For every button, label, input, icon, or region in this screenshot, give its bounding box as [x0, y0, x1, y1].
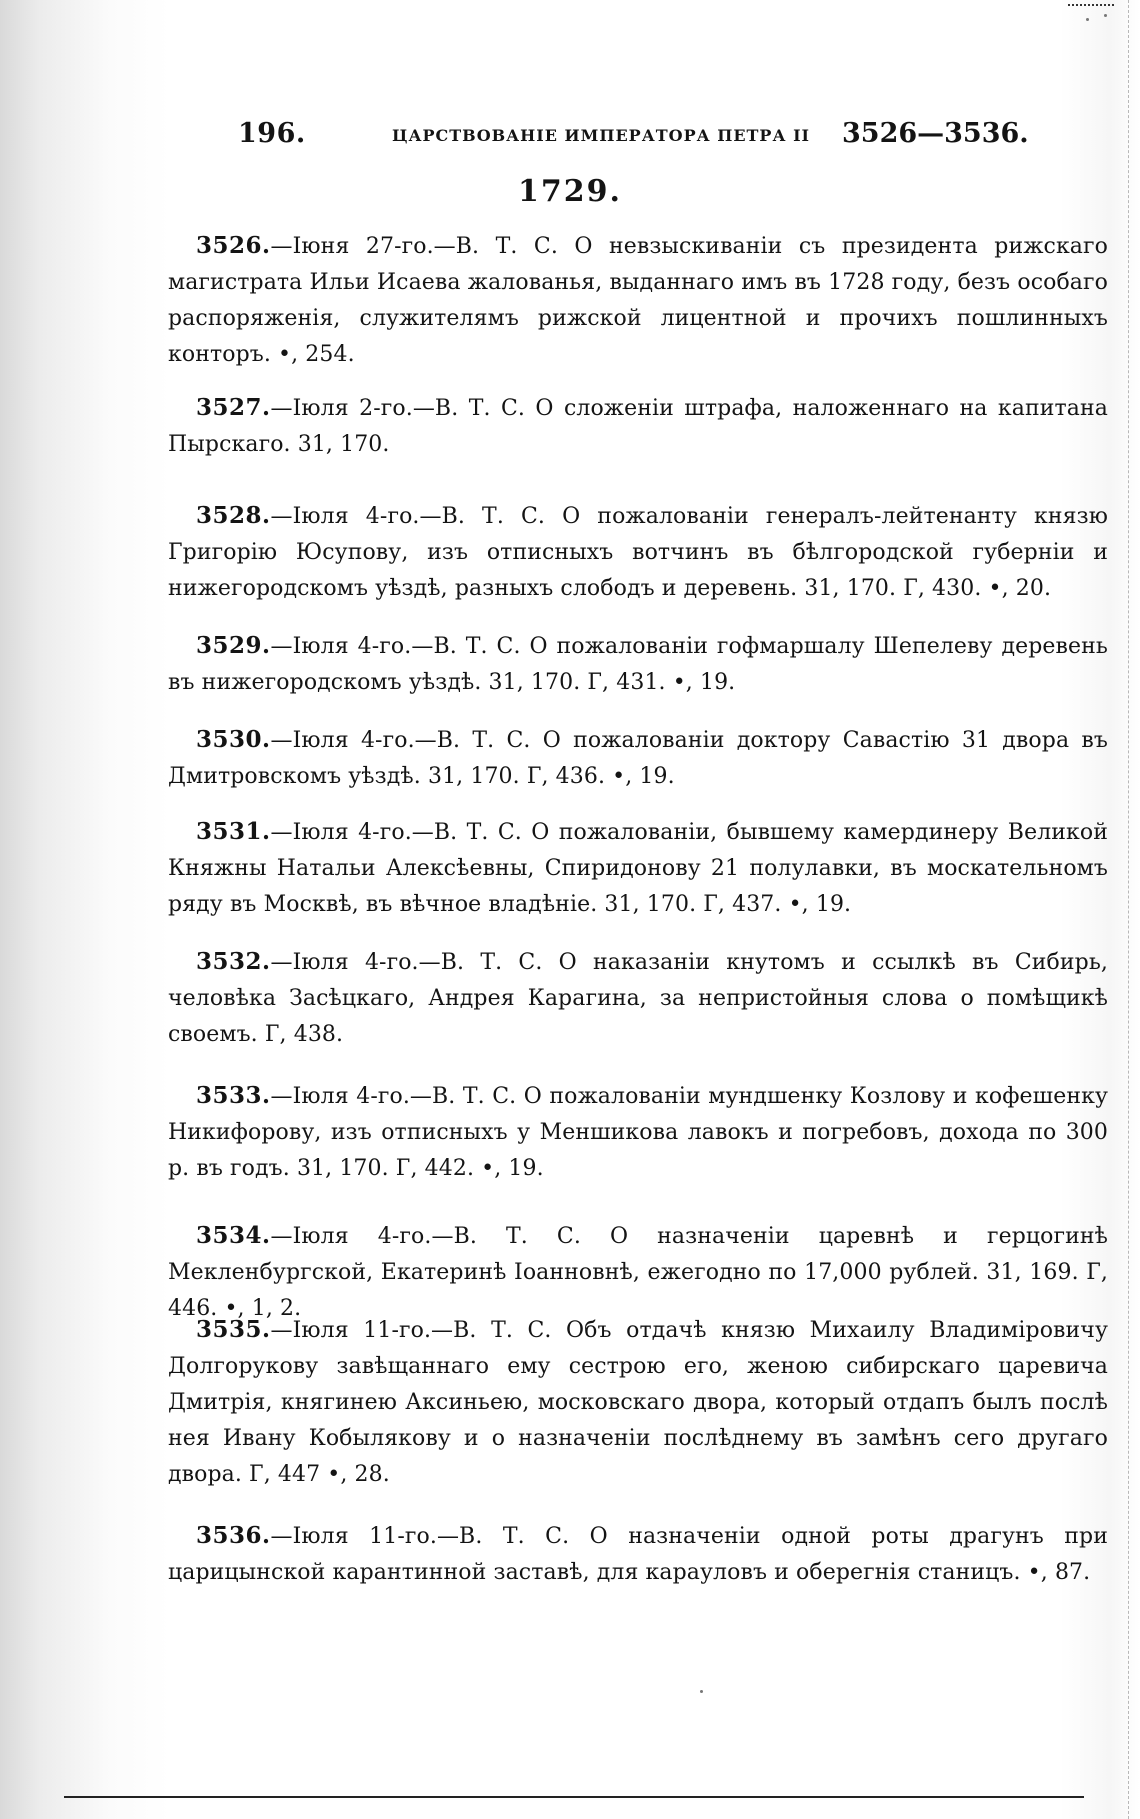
entry-3531	[168, 814, 1108, 923]
entry-3533	[168, 1078, 1108, 1187]
scan-speck	[1086, 18, 1089, 21]
bottom-scan-rule	[64, 1796, 1084, 1798]
entry-range: 3526—3536.	[842, 118, 1029, 149]
entry-number: 3533.	[196, 1082, 271, 1109]
entry-number: 3531.	[196, 818, 271, 845]
entry-number: 3528.	[196, 502, 271, 529]
entry-number: 3529.	[196, 632, 271, 659]
entry-number: 3527.	[196, 394, 271, 421]
entry-text: —Іюля 4-го.—В. Т. С. О пожалованіи доктору Савастію 31 двора въ Дмитровскомъ уѣздѣ. 31, 170. Г, 436. •, 19.	[168, 728, 1108, 789]
entry-3528	[168, 498, 1108, 607]
entry-number: 3530.	[196, 726, 271, 753]
entry-text: —Іюля 2-го.—В. Т. С. О сложеніи штрафа, наложеннаго на капитана Пырскаго. 31, 170.	[168, 396, 1108, 457]
scan-speck	[700, 1690, 703, 1693]
page-number: 196.	[238, 118, 306, 149]
running-title: ЦАРСТВОВАНІЕ ИМПЕРАТОРА ПЕТРА II	[392, 126, 811, 145]
entry-text: —Іюля 4-го.—В. Т. С. О назначеніи царевнѣ и герцогинѣ Мекленбургской, Екатеринѣ Іоанновнѣ, ежегодно по 17,000 рублей. 31, 169. Г, 446. •, 1, 2.	[168, 1224, 1108, 1321]
entry-text: —Іюля 11-го.—В. Т. С. Объ отдачѣ князю Михаилу Владиміровичу Долгорукову завѣщаннаго ему сестрою его, женою сибирскаго царевича Дмитрія, княгинею Аксиньею, московскаго двора, который отдапъ былъ послѣ нея Ивану Кобылякову и о назначеніи послѣднему въ замѣнъ сего другаго двора. Г, 447 •, 28.	[168, 1318, 1108, 1487]
entry-number: 3536.	[196, 1522, 271, 1549]
entry-text: —Іюня 27-го.—В. Т. С. О невзыскиваніи съ президента рижскаго магистрата Ильи Исаева жалованья, выданнаго имъ въ 1728 году, безъ особаго распоряженія, служителямъ рижской лицентной и прочихъ пошлинныхъ конторъ. •, 254.	[168, 234, 1108, 367]
entry-text: —Іюля 11-го.—В. Т. С. О назначеніи одной роты драгунъ при царицынской карантинной заставѣ, для карауловъ и оберегнія станицъ. •, 87.	[168, 1524, 1108, 1585]
entry-number: 3526.	[196, 232, 271, 259]
entry-text: —Іюля 4-го.—В. Т. С. О наказаніи кнутомъ и ссылкѣ въ Сибирь, человѣка Засѣцкаго, Андрея Карагина, за непристойныя слова о помѣщикѣ своемъ. Г, 438.	[168, 950, 1108, 1047]
entry-text: —Іюля 4-го.—В. Т. С. О пожалованіи, бывшему камердинеру Великой Княжны Натальи Алексѣевны, Спиридонову 21 полулавки, въ москательномъ ряду въ Москвѣ, въ вѣчное владѣніе. 31, 170. Г, 437. •, 19.	[168, 820, 1108, 917]
entry-3530	[168, 722, 1108, 795]
entry-number: 3532.	[196, 948, 271, 975]
entry-3536	[168, 1518, 1108, 1591]
entry-list	[168, 228, 1108, 1648]
entry-text: —Іюля 4-го.—В. Т. С. О пожалованіи генералъ-лейтенанту князю Григорію Юсупову, изъ отписныхъ вотчинъ въ бѣлгородской губерніи и нижегородскомъ уѣздѣ, разныхъ слободъ и деревень. 31, 170. Г, 430. •, 20.	[168, 504, 1108, 601]
scan-edge-rule	[1128, 0, 1130, 1819]
scan-speck	[1104, 14, 1107, 17]
entry-number: 3534.	[196, 1222, 271, 1249]
entry-3529	[168, 628, 1108, 701]
entry-3532	[168, 944, 1108, 1053]
entry-3526	[168, 228, 1108, 373]
entry-text: —Іюля 4-го.—В. Т. С. О пожалованіи мундшенку Козлову и кофешенку Никифорову, изъ отписныхъ у Меншикова лавокъ и погребовъ, дохода по 300 р. въ годъ. 31, 170. Г, 442. •, 19.	[168, 1084, 1108, 1181]
scan-corner-mark	[1068, 4, 1114, 11]
page-header	[0, 118, 1140, 158]
entry-3535	[168, 1312, 1108, 1493]
entry-3534	[168, 1218, 1108, 1327]
entry-3527	[168, 390, 1108, 463]
entry-number: 3535.	[196, 1316, 271, 1343]
entry-text: —Іюля 4-го.—В. Т. С. О пожалованіи гофмаршалу Шепелеву деревень въ нижегородскомъ уѣздѣ. 31, 170. Г, 431. •, 19.	[168, 634, 1108, 695]
year-heading: 1729.	[518, 174, 622, 209]
